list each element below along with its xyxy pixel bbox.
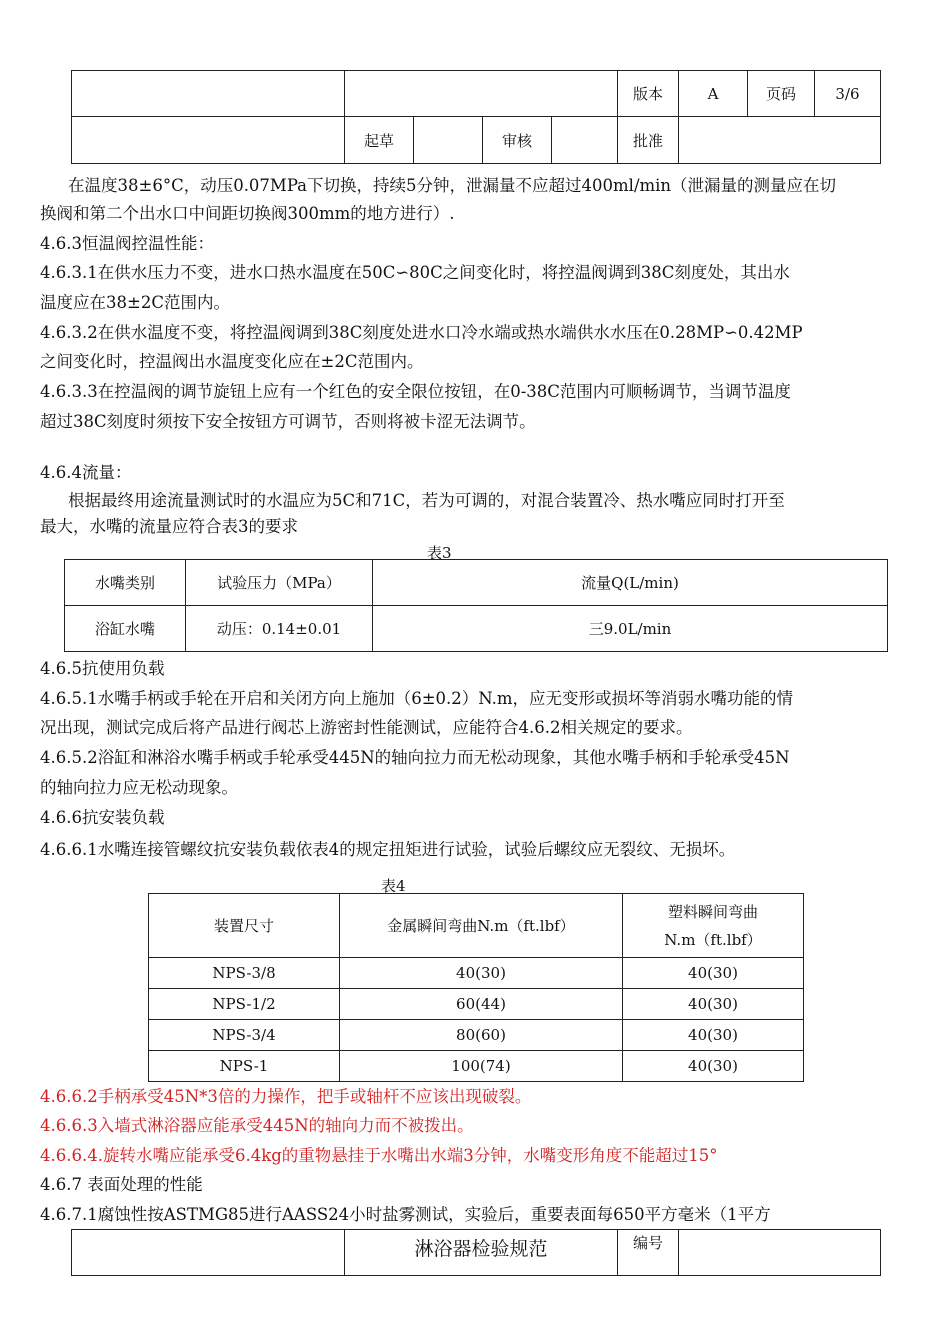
table4-cell: 40(30): [623, 958, 804, 989]
footer-title: 淋浴器检验规范: [345, 1230, 618, 1276]
paragraph-line: 温度应在38±2C范围内。: [40, 293, 230, 312]
header-cell-empty: [345, 71, 618, 117]
table3: [64, 559, 888, 652]
table4-header: 装置尺寸: [149, 894, 340, 958]
table3-header: 水嘴类别: [65, 560, 186, 606]
table4-cell: NPS-3/8: [149, 958, 340, 989]
table3-cell: 三9.0L/min: [373, 606, 888, 652]
section-heading: 4.6.6抗安装负载: [40, 808, 165, 827]
draft-sign: [414, 117, 483, 163]
table4-cell: 40(30): [623, 1020, 804, 1051]
footer-table: [71, 1229, 881, 1276]
paragraph-line: 换阀和第二个出水口中间距切换阀300mm的地方进行）.: [40, 204, 455, 223]
paragraph-line: 超过38C刻度时须按下安全按钮方可调节，否则将被卡涩无法调节。: [40, 412, 536, 431]
section-heading: 4.6.5抗使用负载: [40, 659, 165, 678]
table4-cell: NPS-1: [149, 1051, 340, 1082]
paragraph-line: 4.6.5.2浴缸和淋浴水嘴手柄或手轮承受445N的轴向拉力而无松动现象，其他水嘴手柄和手轮承受45N: [40, 748, 790, 767]
paragraph-line: 4.6.6.1水嘴连接管螺纹抗安装负载依表4的规定扭矩进行试验，试验后螺纹应无裂纹、无损坏。: [40, 840, 736, 859]
paragraph-line: 4.6.3.3在控温阀的调节旋钮上应有一个红色的安全限位按钮，在0-38C范围内可顺畅调节，当调节温度: [40, 382, 791, 401]
footer-cell-empty: [72, 1230, 345, 1276]
section-heading: 4.6.7 表面处理的性能: [40, 1175, 203, 1194]
review-sign: [552, 117, 617, 163]
section-heading: 4.6.4流量：: [40, 463, 132, 482]
review-label: 审核: [483, 117, 552, 163]
table3-caption: 表3: [427, 544, 452, 562]
table4-cell: 100(74): [340, 1051, 623, 1082]
signature-cells: [345, 117, 618, 164]
paragraph-line: 根据最终用途流量测试时的水温应为5C和71C，若为可调的，对混合装置冷、热水嘴应同时打开至: [68, 491, 785, 510]
table4-header-line1: 塑料瞬间弯曲: [667, 902, 758, 921]
paragraph-line: 4.6.7.1腐蚀性按ASTMG85进行AASS24小时盐雾测试，实验后，重要表面每650平方毫米（1平方: [40, 1205, 771, 1224]
paragraph-line: 的轴向拉力应无松动现象。: [40, 778, 238, 797]
draft-label: 起草: [345, 117, 414, 163]
red-requirement: 4.6.6.2手柄承受45N*3倍的力操作，把手或轴杆不应该出现破裂。: [40, 1087, 532, 1106]
page-label: 页码: [748, 71, 815, 117]
version-label: 版本: [618, 71, 679, 117]
table3-cell: 动压：0.14±0.01: [186, 606, 373, 652]
table4: [148, 893, 804, 1082]
table4-cell: 40(30): [340, 958, 623, 989]
approve-label: 批准: [618, 117, 679, 164]
table3-header: 流量Q(L/min): [373, 560, 888, 606]
paragraph-line: 在温度38±6°C，动压0.07MPa下切换，持续5分钟，泄漏量不应超过400ml/min（泄漏量的测量应在切: [68, 176, 837, 195]
header-cell-empty: [72, 117, 345, 164]
table4-header: [623, 894, 804, 958]
paragraph-line: 4.6.3.2在供水温度不变，将控温阀调到38C刻度处进水口冷水端或热水端供水水压在0.28MP∽0.42MP: [40, 323, 803, 342]
table4-header-line2: N.m（ft.lbf）: [664, 930, 762, 949]
footer-number-label: 编号: [618, 1230, 679, 1276]
table3-header: 试验压力（MPa）: [186, 560, 373, 606]
table4-cell: NPS-1/2: [149, 989, 340, 1020]
table4-cell: 80(60): [340, 1020, 623, 1051]
red-requirement: 4.6.6.3入墙式淋浴器应能承受445N的轴向力而不被拨出。: [40, 1116, 474, 1135]
footer-number-value: [679, 1230, 881, 1276]
paragraph-line: 况出现，测试完成后将产品进行阀芯上游密封性能测试，应能符合4.6.2相关规定的要求。: [40, 718, 693, 737]
table4-cell: 60(44): [340, 989, 623, 1020]
header-cell-empty: [72, 71, 345, 117]
red-requirement: 4.6.6.4.旋转水嘴应能承受6.4kg的重物悬挂于水嘴出水端3分钟，水嘴变形角度不能超过15°: [40, 1146, 718, 1165]
paragraph-line: 4.6.5.1水嘴手柄或手轮在开启和关闭方向上施加（6±0.2）N.m，应无变形或损坏等消弱水嘴功能的情: [40, 689, 794, 708]
table4-cell: 40(30): [623, 1051, 804, 1082]
paragraph-line: 最大，水嘴的流量应符合表3的要求: [40, 517, 298, 536]
table4-header: 金属瞬间弯曲N.m（ft.lbf）: [340, 894, 623, 958]
approve-sign: [679, 117, 881, 164]
page-value: 3/6: [815, 71, 881, 117]
paragraph-line: 之间变化时，控温阀出水温度变化应在±2C范围内。: [40, 352, 424, 371]
table4-cell: NPS-3/4: [149, 1020, 340, 1051]
section-heading: 4.6.3恒温阀控温性能：: [40, 234, 214, 253]
table4-cell: 40(30): [623, 989, 804, 1020]
header-table: [71, 70, 881, 164]
table4-caption: 表4: [381, 877, 406, 895]
paragraph-line: 4.6.3.1在供水压力不变，进水口热水温度在50C∽80C之间变化时，将控温阀调到38C刻度处，其出水: [40, 263, 790, 282]
version-value: A: [679, 71, 748, 117]
table3-cell: 浴缸水嘴: [65, 606, 186, 652]
